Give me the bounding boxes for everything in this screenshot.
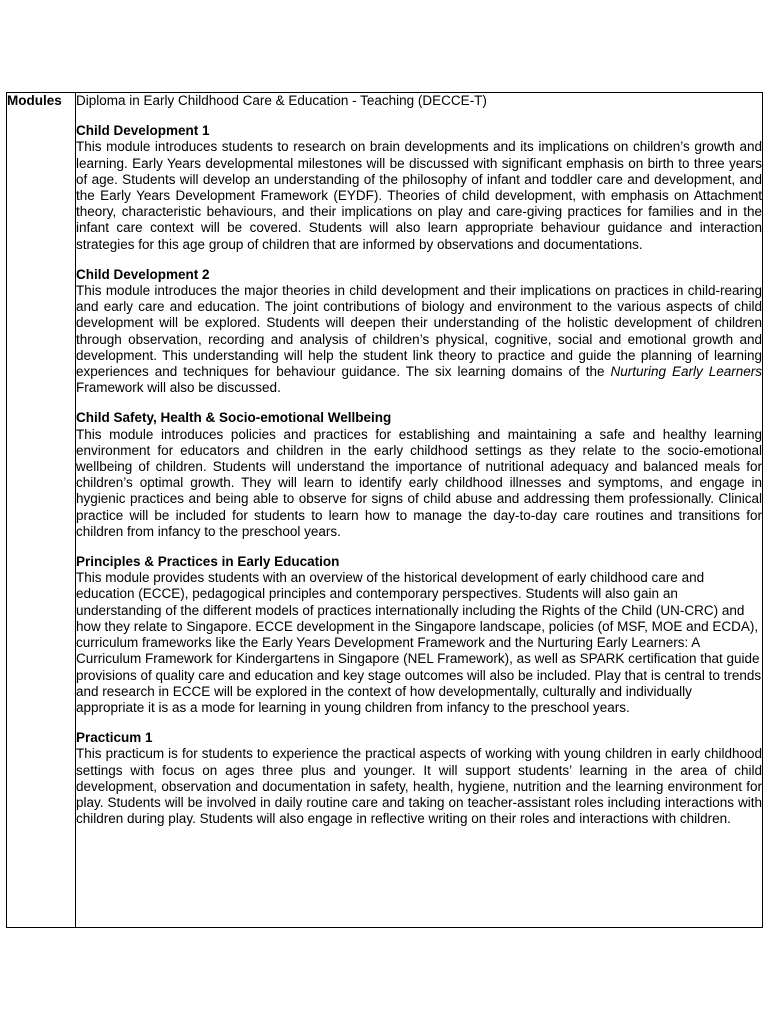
modules-content: [76, 93, 763, 928]
module-principles-practices: [76, 554, 762, 716]
module-description: [76, 283, 762, 396]
table-row: [7, 93, 763, 928]
framework-name: Nurturing Early Learners: [610, 364, 762, 380]
module-child-safety-health: [76, 410, 762, 540]
module-title: Practicum 1: [76, 730, 153, 746]
module-title: Child Development 2: [76, 266, 210, 282]
module-description: This practicum is for students to experience the practical aspects of working with young children in early childhood settings with focus on ages three plus and younger. It will support students’ learning in the area of child development, observation and documentation in safety, health, hygiene, nutrition and the learning environment for play. Students will be involved in daily routine care and taking on teacher-assistant roles including interactions with children during play. Students will also engage in reflective writing on their roles and interactions with children.: [76, 746, 762, 827]
module-child-development-1: [76, 123, 762, 253]
module-description: This module introduces students to research on brain developments and its implications on children’s growth and learning. Early Years developmental milestones will be discussed with significant emphasis on birth to three years of age. Students will develop an understanding of the philosophy of infant and toddler care and development, and the Early Years Development Framework (EYDF). Theories of child development, with emphasis on Attachment theory, characteristic behaviours, and their implications on play and care-giving practices for families and in the infant care context will be covered. Students will also learn appropriate behaviour guidance and interaction strategies for this age group of children that are informed by observations and documentations.: [76, 139, 762, 252]
modules-table: [6, 92, 763, 928]
module-practicum-1: [76, 730, 762, 827]
module-title: Principles & Practices in Early Education: [76, 554, 340, 570]
module-description: This module introduces policies and practices for establishing and maintaining a safe and healthy learning environment for educators and children in the early childhood settings as they relate to the socio-emotional wellbeing of children. Students will understand the importance of nutritional adequacy and balanced meals for children’s optimal growth. They will learn to identify early childhood illnesses and symptoms, and engage in hygienic practices and being able to observe for signs of child abuse and addressing them professionally. Clinical practice will be included for students to learn how to manage the day-to-day care routines and transitions for children from infancy to the preschool years.: [76, 426, 762, 539]
description-text: Framework will also be discussed.: [76, 380, 281, 396]
module-description: This module provides students with an overview of the historical development of early childhood care and education (ECCE), pedagogical principles and contemporary perspectives. Students will also gain an understanding of the different models of practices internationally including the Rights of the Child (UN-CRC) and how they relate to Singapore. ECCE development in the Singapore landscape, policies (of MSF, MOE and ECDA), curriculum frameworks like the Early Years Development Framework and the Nurturing Early Learners: A Curriculum Framework for Kindergartens in Singapore (NEL Framework), as well as SPARK certification that guide provisions of quality care and education and key stage outcomes will also be included. Play that is central to trends and research in ECCE will be explored in the context of how developmentally, culturally and individually appropriate it is as a mode for learning in young children from infancy to the preschool years.: [76, 570, 762, 715]
module-title: Child Safety, Health & Socio-emotional Wellbeing: [76, 410, 392, 426]
description-text: This module introduces the major theories in child development and their implications on practices in child-rearing and early care and education. The joint contributions of biology and environment to the various aspects of child development will be explored. Students will deepen their understanding of the holistic development of children through observation, recording and analysis of children’s physical, cognitive, social and emotional growth and development. This understanding will help the student link theory to practice and guide the planning of learning experiences and techniques for behaviour guidance. The six learning domains of the: [76, 283, 762, 380]
modules-label: Modules: [7, 93, 76, 928]
program-title: Diploma in Early Childhood Care & Education - Teaching (DECCE-T): [76, 93, 487, 108]
module-title: Child Development 1: [76, 123, 210, 139]
module-child-development-2: [76, 267, 762, 397]
